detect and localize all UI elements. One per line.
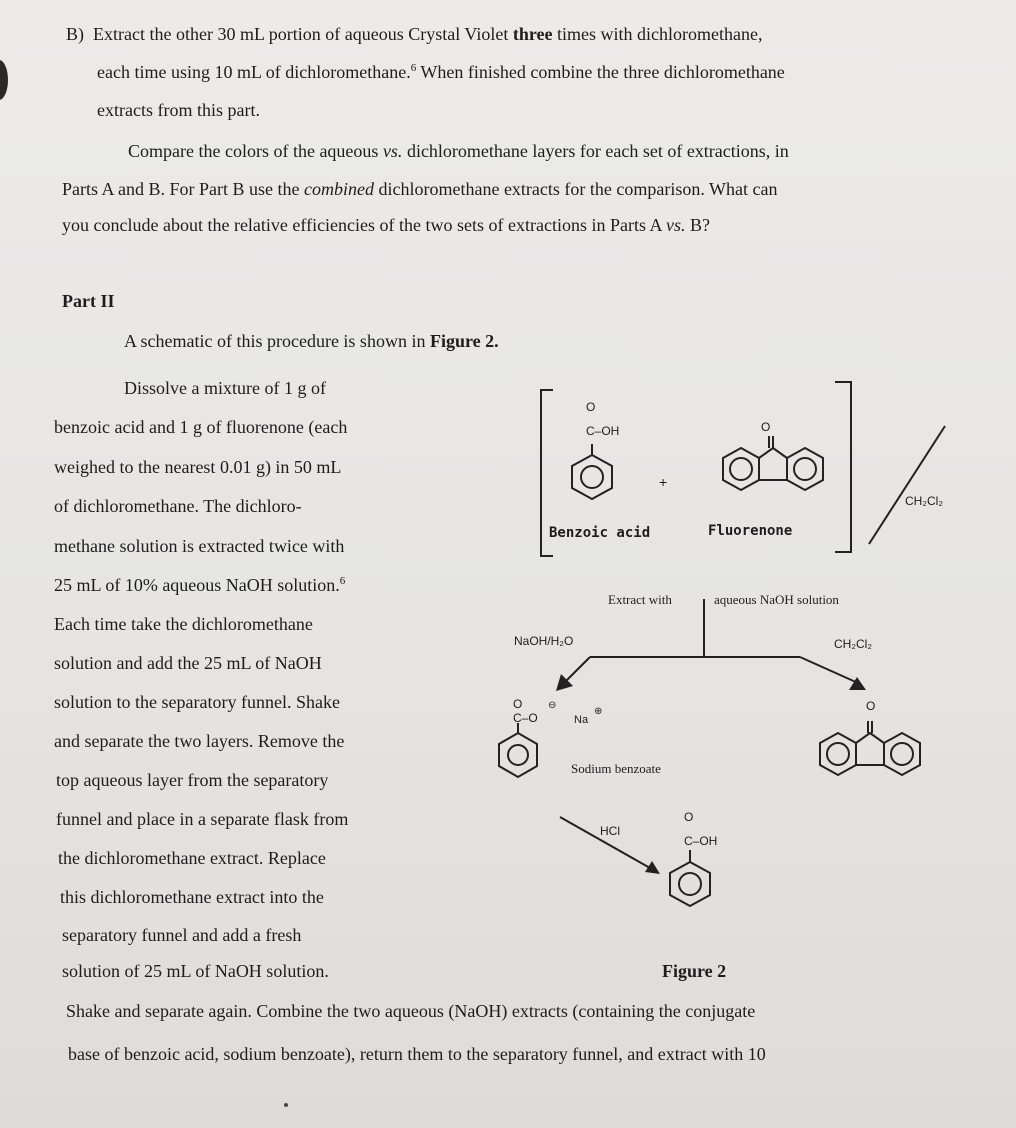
solvent-slash [869,426,945,544]
procedure-line: benzoic acid and 1 g of fluorenone (each [54,417,348,437]
intro-text: A schematic of this procedure is shown in [124,331,430,351]
partB-line1-text: Extract the other 30 mL portion of aqueous Crystal Violet [93,24,513,44]
procedure-line: solution to the separatory funnel. Shake [54,692,340,712]
procedure-line: and separate the two layers. Remove the [54,731,345,751]
compare-line2-text: Parts A and B. For Part B use the [62,179,304,199]
figure-ref: Figure 2. [429,331,499,351]
footnote-ref: 6 [339,575,346,587]
bracket-right [835,382,851,552]
benzoic-acid-product-ring [670,862,710,906]
partB-label: B) [66,24,84,44]
solvent-label: CH₂Cl₂ [905,494,943,508]
ch2cl2-label: CH₂Cl₂ [834,637,872,651]
partB-line1-end: times with dichloromethane, [552,24,763,44]
compare-line2-end: dichloromethane extracts for the comparison. What can [373,179,778,199]
benzoate-carbonyl-o: O [513,697,523,711]
arrow-right [800,657,858,683]
after-line1: Shake and separate again. Combine the two aqueous (NaOH) extracts (containing the conjugate [66,1001,756,1021]
product-carbonyl-o: O [684,810,694,824]
hcl-label: HCl [600,824,620,838]
procedure-line: this dichloromethane extract into the [60,887,324,907]
plus-sign: + [659,474,668,490]
partB-line3: extracts from this part. [97,100,260,120]
sodium-benzoate-label: Sodium benzoate [571,761,661,776]
benzoic-acid-label: Benzoic acid [549,525,651,541]
three-emphasis: three [512,24,553,44]
procedure-line: of dichloromethane. The dichloro- [54,496,302,516]
footnote-ref: 6 [410,62,417,74]
arrowhead-right [849,677,866,690]
procedure-line: weighed to the nearest 0.01 g) in 50 mL [54,457,342,477]
fluorenone-label: Fluorenone [708,523,793,539]
naoh-h2o-label: NaOH/H₂O [514,634,574,648]
aromatic-circle [581,466,603,488]
procedure-line: funnel and place in a separate flask from [56,809,349,829]
figure-caption: Figure 2 [662,961,727,981]
product-cooh-label: C–OH [684,834,718,848]
compare-line1-end: dichloromethane layers for each set of extractions, in [402,141,789,161]
compare-line3-text: you conclude about the relative efficiencies of the two sets of extractions in Parts A [62,215,666,235]
procedure-line: methane solution is extracted twice with [54,536,345,556]
fluorenone-top [723,436,823,490]
procedure-line-text: 25 mL of 10% aqueous NaOH solution. [54,575,340,595]
compare-line1-text: Compare the colors of the aqueous [128,141,383,161]
procedure-line: separatory funnel and add a fresh [62,925,302,945]
aqueous-naoh-label: aqueous NaOH solution [714,592,839,607]
sodium-label: Na [574,714,589,726]
procedure-line: top aqueous layer from the separatory [56,770,329,790]
positive-charge: ⊕ [594,706,603,717]
negative-charge: ⊖ [548,700,557,711]
combined-italic: combined [304,179,374,199]
procedure-line: Dissolve a mixture of 1 g of [124,378,326,398]
procedure-line: the dichloromethane extract. Replace [58,848,326,868]
carbonyl-o: O [586,400,596,414]
benzoic-acid-ring [572,455,612,499]
sodium-benzoate-ring [499,733,537,777]
fluorenone-product [820,721,920,775]
benzoate-coo-label: C–O [513,711,538,725]
after-line2: base of benzoic acid, sodium benzoate), return them to the separatory funnel, and extract with 10 [68,1044,766,1064]
vs-italic-2: vs. [666,215,686,235]
procedure-line: solution and add the 25 mL of NaOH [54,653,322,673]
partB-line2-text: each time using 10 mL of dichloromethane. [97,62,411,82]
procedure-line: solution of 25 mL of NaOH solution. [62,961,329,981]
procedure-line: Each time take the dichloromethane [54,614,313,634]
fluorenone-product-o: O [866,699,876,713]
part-ii-heading: Part II [62,291,115,311]
benzoic-cooh-label: C–OH [586,424,620,438]
fluorenone-o: O [761,420,771,434]
vs-italic: vs. [382,141,403,161]
extract-with-label: Extract with [608,592,672,607]
compare-line3-end: B? [685,215,710,235]
partB-line2-end: When finished combine the three dichloromethane [416,62,785,82]
